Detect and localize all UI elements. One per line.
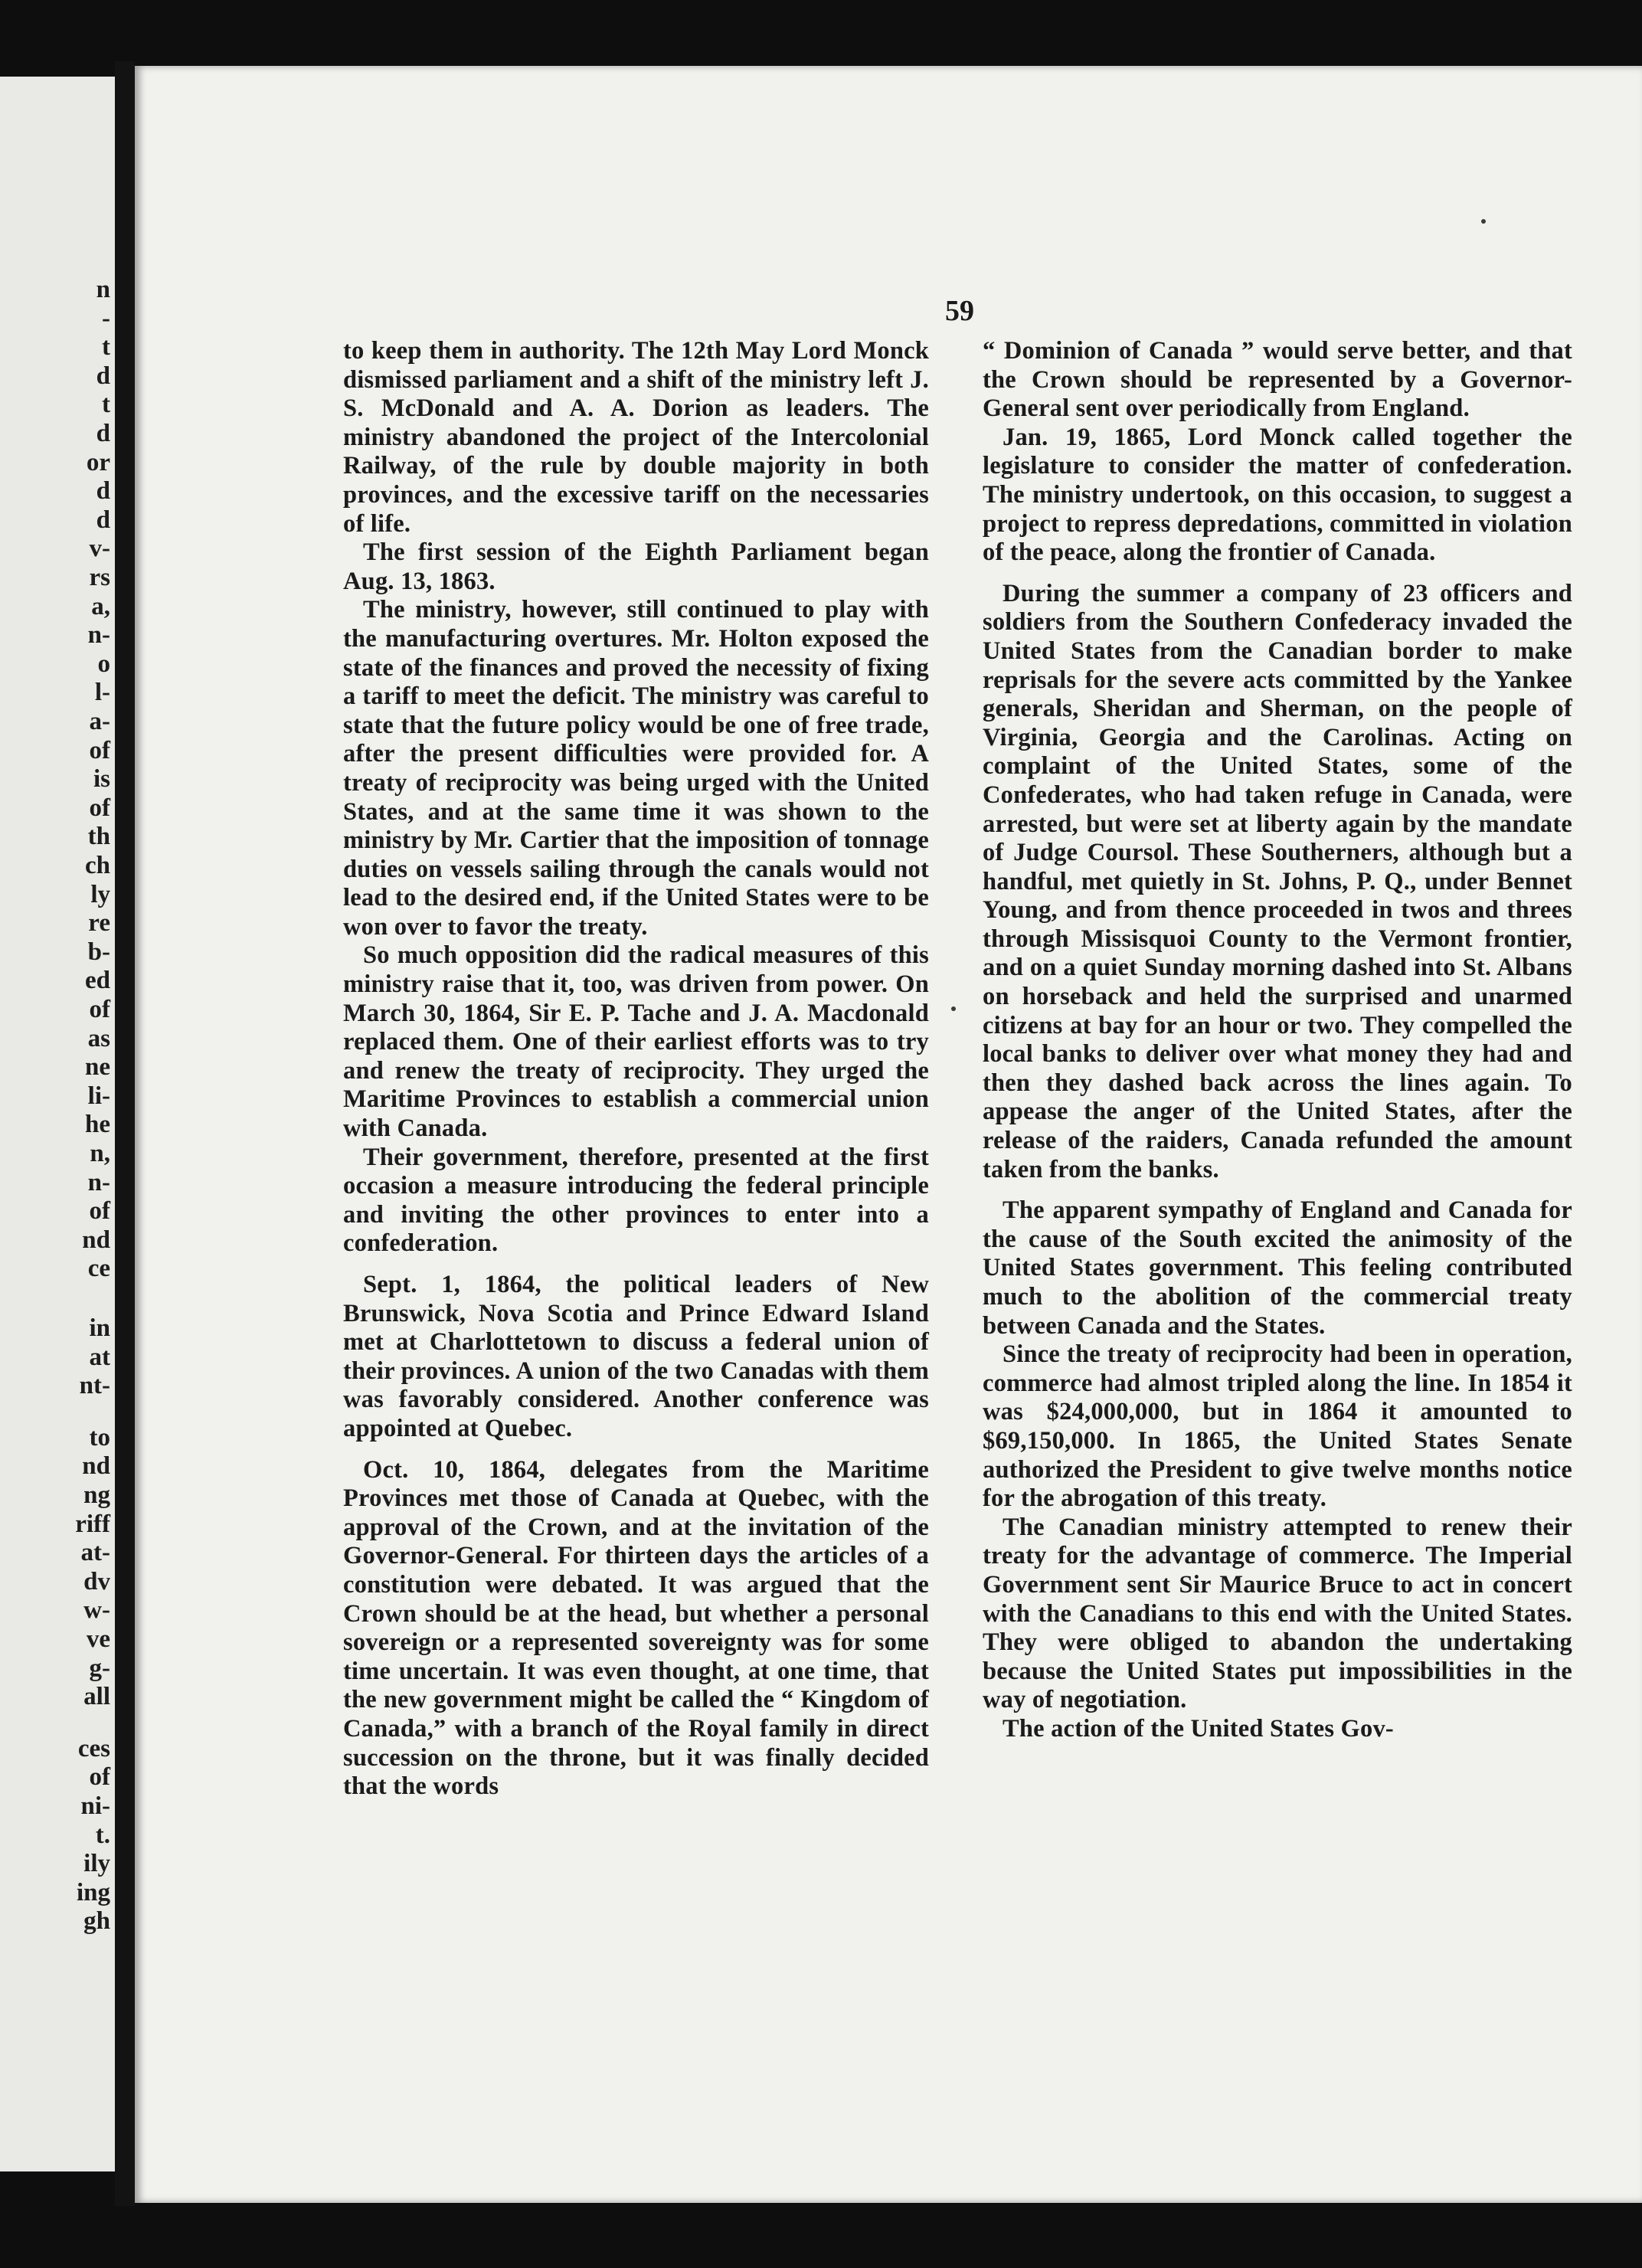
left-text-column <box>343 337 929 1802</box>
facing-page-fragment: li- <box>87 1082 110 1110</box>
facing-page-fragment: ne <box>85 1053 110 1082</box>
facing-page-fragment: ily <box>83 1850 110 1878</box>
facing-page-fragment: o <box>97 650 110 678</box>
facing-page-fragment: of <box>89 1197 110 1226</box>
page-number: 59 <box>945 295 974 327</box>
page-gutter <box>115 61 135 2206</box>
paragraph: The first session of the Eighth Parliament began Aug. 13, 1863. <box>343 538 929 595</box>
facing-page-fragment: in <box>89 1314 110 1342</box>
facing-page-fragment: d <box>96 362 110 390</box>
facing-page-fragment: rs <box>89 564 110 591</box>
facing-page-fragment: w- <box>83 1596 110 1625</box>
facing-page-fragment: d <box>96 506 110 534</box>
scan-speck <box>1481 219 1486 224</box>
facing-page-fragment: nd <box>82 1226 110 1254</box>
paragraph: The ministry, however, still continued to play with the manufacturing overtures. Mr. Holton exposed the state of the finances and proved the necessity of fixing a tariff to meet the deficit. The ministry was careful to state that the future policy would be one of free trade, after the present difficulties were provided for. A treaty of reciprocity was being urged with the United States, and at the same time it was shown to the ministry by Mr. Cartier that the imposition of tonnage duties on vessels sailing through the canals would not lead to the desired end, if the United States were to be won over to favor the treaty. <box>343 596 929 941</box>
facing-page-fragment: ly <box>90 880 110 908</box>
paragraph: Since the treaty of reciprocity had been in operation, commerce had almost tripled along the line. In 1854 it was $24,000,000, but in 1864 it amounted to $69,150,000. In 1865, the United States Senate authorized the President to give twelve months notice for the abrogation of this treaty. <box>983 1340 1572 1513</box>
paragraph: The apparent sympathy of England and Canada for the cause of the South excited the animosity of the United States government. This feeling contributed much to the abolition of the commercial treaty between Canada and the States. <box>983 1196 1572 1340</box>
facing-page-fragment: he <box>85 1111 110 1139</box>
facing-page-fragment: n- <box>87 621 110 650</box>
facing-page-fragment: ng <box>83 1481 110 1509</box>
right-text-column <box>983 337 1572 1744</box>
facing-page-fragment: th <box>87 823 110 851</box>
facing-page-fragment: riff <box>75 1510 110 1538</box>
facing-page-fragment: ch <box>85 852 110 879</box>
facing-page-fragment: n, <box>90 1140 110 1167</box>
facing-page-fragment: b- <box>87 938 110 966</box>
paragraph: to keep them in authority. The 12th May Lord Monck dismissed parliament and a shift of the ministry left J. S. McDonald and A. A. Dorion as leaders. The ministry abandoned the project of the Intercolonial Railway, of the rule by double majority in both provinces, and the excessive tariff on the necessaries of life. <box>343 337 929 538</box>
scan-speck <box>951 1006 956 1011</box>
facing-page-fragment: ce <box>87 1255 110 1283</box>
paragraph: The Canadian ministry attempted to renew their treaty for the advantage of commerce. The Imperial Government sent Sir Maurice Bruce to act in concert with the Canadians to this end with the United States. They were obliged to abandon the undertaking because the United States put impossibilities in the way of negotiation. <box>983 1513 1572 1714</box>
paragraph: So much opposition did the radical measures of this ministry raise that it, too, was driven from power. On March 30, 1864, Sir E. P. Tache and J. A. Macdonald replaced them. One of their earliest efforts was to try and renew the treaty of reciprocity. They urged the Maritime Provinces to establish a commercial union with Canada. <box>343 941 929 1143</box>
facing-page-fragment: ces <box>77 1734 110 1762</box>
facing-page-fragment: d <box>96 477 110 506</box>
facing-page-fragment: of <box>89 996 110 1023</box>
paragraph: Their government, therefore, presented at the first occasion a measure introducing the federal principle and inviting the other provinces to enter into a confederation. <box>343 1143 929 1258</box>
paragraph: The action of the United States Gov- <box>1003 1714 1394 1743</box>
facing-page-fragment: n <box>96 276 110 303</box>
facing-page-fragment: t. <box>95 1821 110 1849</box>
facing-page-fragment: nt- <box>79 1372 110 1400</box>
facing-page-fragment: a- <box>89 708 110 735</box>
facing-page-fragment: t <box>102 333 110 362</box>
facing-page-fragment: is <box>93 765 110 794</box>
paragraph: Oct. 10, 1864, delegates from the Maritime Provinces met those of Canada at Quebec, with the approval of the Crown, and at the invitation of the Governor-General. For thirteen days the articles of a constitution were debated. It was argued that the Crown should be at the head, but whether a personal sovereign or a represented sovereignty was for some time uncertain. It was even thought, at one time, that the new government might be called the “ Kingdom of Canada,” with a branch of the Royal family in direct succession on the throne, but it was finally decided that the words <box>343 1455 929 1801</box>
paragraph: “ Dominion of Canada ” would serve better, and that the Crown should be represented by a Governor-General sent over periodically from England. <box>983 337 1572 423</box>
facing-page-fragment: ve <box>86 1625 110 1653</box>
facing-page-fragment: t <box>102 391 110 419</box>
paragraph: Sept. 1, 1864, the political leaders of New Brunswick, Nova Scotia and Prince Edward Island met at Charlottetown to discuss a federal union of their provinces. A union of the two Canadas with them was favorably considered. Another conference was appointed at Quebec. <box>343 1271 929 1442</box>
facing-page-fragment: nd <box>82 1452 110 1481</box>
facing-page-fragment: l- <box>94 679 110 707</box>
facing-page-fragment: of <box>89 1763 110 1792</box>
facing-page-fragment: at <box>89 1343 110 1371</box>
facing-page-fragment: dv <box>83 1567 110 1595</box>
facing-page-fragment: gh <box>83 1907 110 1936</box>
facing-page-fragment: a, <box>91 592 110 620</box>
book-page <box>135 66 1642 2203</box>
facing-page-fragment: ing <box>76 1878 110 1906</box>
facing-page-fragment: as <box>87 1024 110 1052</box>
facing-page-fragment: at- <box>80 1539 110 1567</box>
facing-page-fragment: v- <box>89 535 110 563</box>
facing-page-fragment: or <box>86 448 110 476</box>
facing-page-fragment: of <box>89 794 110 822</box>
facing-page-fragment: ni- <box>80 1792 110 1820</box>
paragraph: During the summer a company of 23 officers and soldiers from the Southern Confederacy invaded the United States from the Canadian border to make reprisals for the severe acts committed by the Yankee generals, Sheridan and Sherman, on the people of Virginia, Georgia and the Carolinas. Acting on complaint of the United States, some of the Confederates, who had taken refuge in Canada, were arrested, but were set at liberty again by the mandate of Judge Coursol. These Southerners, although but a handful, met quietly in St. Johns, P. Q., under Bennet Young, and from thence proceeded in twos and threes through Missisquoi County to the Vermont frontier, and on a quiet Sunday morning dashed into St. Albans on horseback and held the surprised and unarmed citizens at bay for an hour or two. They compelled the local banks to deliver over what money they had and then they dashed back across the lines again. To appease the anger of the United States, after the release of the raiders, Canada refunded the amount taken from the banks. <box>983 579 1572 1183</box>
facing-page-fragment: d <box>96 420 110 447</box>
facing-page-fragment: - <box>102 304 110 332</box>
facing-page-fragment: re <box>88 909 110 938</box>
facing-page-fragment: g- <box>89 1654 110 1682</box>
facing-page-edge <box>0 77 115 2171</box>
facing-page-fragment: to <box>89 1423 110 1451</box>
paragraph: Jan. 19, 1865, Lord Monck called together the legislature to consider the matter of confederation. The ministry undertook, on this occasion, to suggest a project to repress depredations, committed in violation of the peace, along the frontier of Canada. <box>983 423 1572 567</box>
facing-page-fragment: all <box>83 1683 110 1711</box>
facing-page-fragment: ed <box>85 967 110 995</box>
facing-page-fragment: n- <box>87 1168 110 1196</box>
facing-page-fragment: of <box>89 736 110 764</box>
